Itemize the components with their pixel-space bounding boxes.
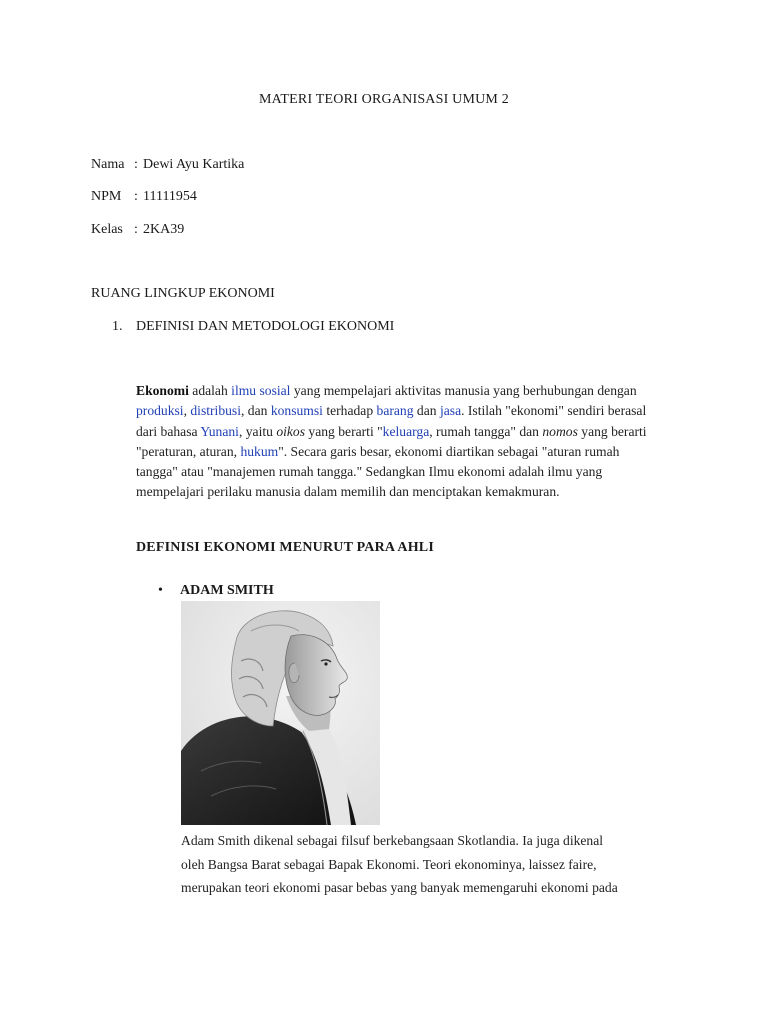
text-run: terhadap — [322, 403, 377, 419]
info-label: Kelas — [91, 222, 123, 237]
description-line: Adam Smith dikenal sebagai filsuf berkebangsaan Skotlandia. Ia juga dikenal — [181, 833, 604, 848]
info-label: NPM — [91, 189, 122, 204]
numbered-list-item — [112, 319, 394, 335]
link-jasa[interactable]: jasa — [439, 403, 462, 419]
description-line: merupakan teori ekonomi pasar bebas yang banyak memengaruhi ekonomi pada — [181, 880, 618, 895]
info-separator: : — [134, 189, 138, 204]
link-distribusi[interactable]: distribusi — [190, 403, 241, 419]
subheading: DEFINISI EKONOMI MENURUT PARA AHLI — [136, 540, 434, 555]
term-bold: Ekonomi — [136, 383, 189, 398]
link-konsumsi[interactable]: konsumsi — [270, 403, 323, 419]
list-item-text: DEFINISI DAN METODOLOGI EKONOMI — [136, 319, 395, 334]
link-hukum[interactable]: hukum — [240, 443, 279, 459]
adam-smith-portrait — [181, 601, 380, 825]
info-value: Dewi Ayu Kartika — [143, 157, 245, 172]
adam-smith-description — [181, 829, 681, 900]
link-produksi[interactable]: produksi — [136, 403, 184, 419]
text-run: , yaitu — [238, 423, 277, 439]
text-run: yang berarti " — [305, 423, 383, 439]
info-separator: : — [134, 157, 138, 172]
info-row-npm — [91, 189, 197, 207]
bullet-text: ADAM SMITH — [180, 583, 274, 598]
description-line: oleh Bangsa Barat sebagai Bapak Ekonomi. Teori ekonominya, laissez faire, — [181, 856, 597, 872]
text-run: . Istilah "ekonomi" sendiri berasal dari bahasa — [136, 403, 647, 439]
document-title: MATERI TEORI ORGANISASI UMUM 2 — [259, 92, 509, 107]
definition-paragraph — [136, 381, 656, 503]
info-separator: : — [134, 222, 138, 237]
text-run: , dan — [240, 403, 271, 419]
list-number: 1. — [112, 319, 123, 334]
text-run: dan — [413, 403, 440, 419]
term-italic: nomos — [542, 423, 578, 439]
bullet-symbol: • — [158, 583, 163, 598]
link-ilmu-sosial[interactable]: ilmu sosial — [231, 383, 291, 398]
text-run: , rumah tangga" dan — [429, 423, 543, 439]
info-value: 2KA39 — [143, 222, 185, 237]
info-label: Nama — [91, 157, 125, 172]
info-row-nama — [91, 157, 244, 175]
info-value: 11111954 — [143, 189, 197, 204]
text-run: adalah — [188, 383, 232, 398]
text-run: ". Secara garis besar, ekonomi diartikan sebagai "aturan rumah tangga" atau "manajemen rumah tangga." Sedangkan Ilmu ekonomi adalah ilmu yang mempelajari perilaku manusia dalam memilih dan menciptakan kemakmuran. — [136, 443, 620, 500]
text-run: yang berarti "peraturan, aturan, — [136, 423, 647, 459]
info-row-kelas — [91, 222, 184, 240]
link-yunani[interactable]: Yunani — [200, 423, 239, 439]
text-run: , — [183, 403, 191, 419]
bullet-item — [158, 583, 274, 599]
section-heading: RUANG LINGKUP EKONOMI — [91, 286, 275, 301]
link-barang[interactable]: barang — [376, 403, 414, 419]
term-italic: oikos — [276, 423, 306, 439]
text-run: yang mempelajari aktivitas manusia yang berhubungan dengan — [290, 383, 637, 398]
link-keluarga[interactable]: keluarga — [382, 423, 430, 439]
